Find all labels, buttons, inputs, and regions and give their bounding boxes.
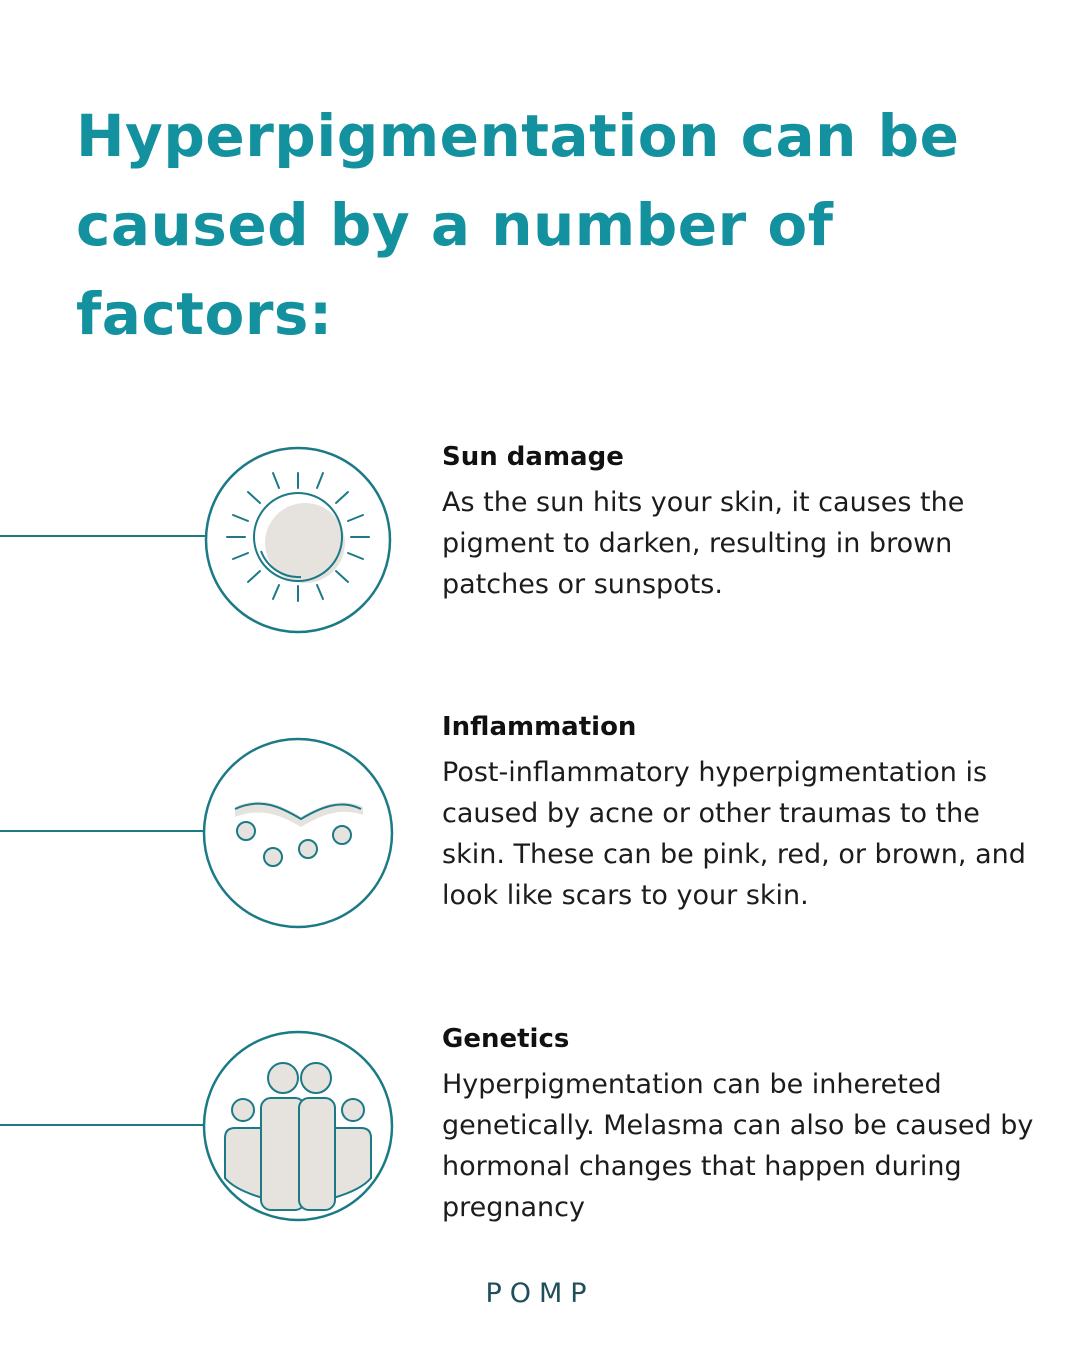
factor-heading: Inflammation bbox=[442, 712, 637, 742]
factor-body: As the sun hits your skin, it causes the pigment to darken, resulting in brown patches or sunspots. bbox=[442, 487, 965, 600]
connector-line bbox=[0, 1124, 205, 1126]
factor-text bbox=[442, 440, 1042, 605]
family-icon bbox=[201, 1030, 395, 1224]
factor-text bbox=[442, 710, 1042, 916]
page-title: Hyperpigmentation can be caused by a number of factors: bbox=[76, 102, 960, 348]
sun-icon bbox=[203, 445, 393, 635]
connector-line bbox=[0, 535, 205, 537]
acne-icon bbox=[201, 737, 395, 931]
brand-logo: POMP bbox=[485, 1278, 595, 1309]
connector-line bbox=[0, 830, 205, 832]
factor-body: Hyperpigmentation can be inhereted genetically. Melasma can also be caused by hormonal changes that happen during pregnancy bbox=[442, 1069, 1034, 1223]
factor-text bbox=[442, 1022, 1042, 1228]
factor-body: Post-inflammatory hyperpigmentation is caused by acne or other traumas to the skin. These can be pink, red, or brown, and look like scars to your skin. bbox=[442, 757, 1026, 911]
factor-heading: Sun damage bbox=[442, 442, 624, 472]
factor-heading: Genetics bbox=[442, 1024, 570, 1054]
